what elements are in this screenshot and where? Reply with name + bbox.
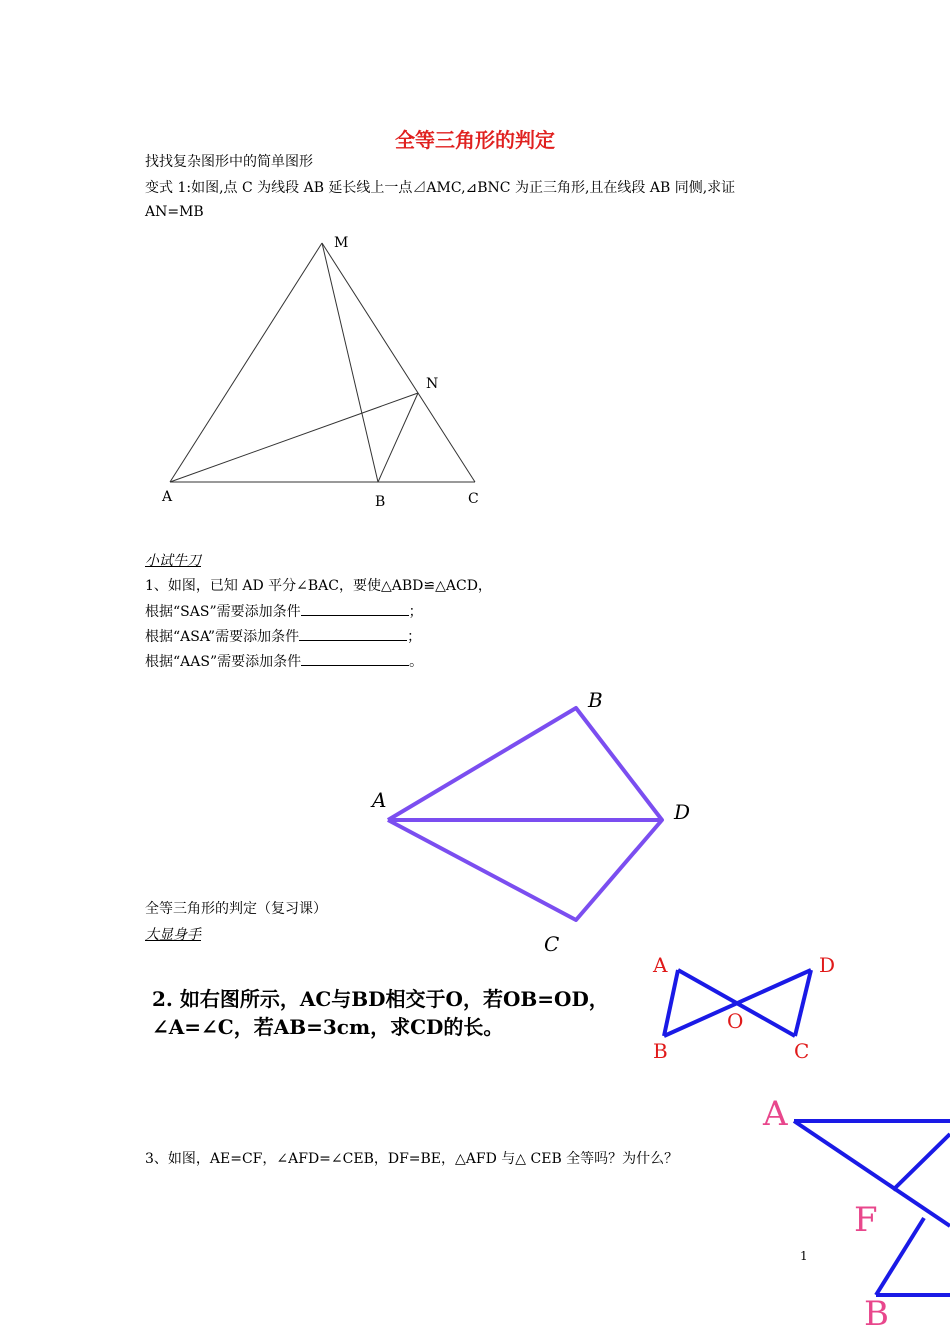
fig4-label-b: B [864, 1294, 889, 1334]
segment-diagonal-up [893, 1134, 950, 1190]
fig3-label-d: D [819, 953, 836, 977]
condition-asa: 根据“ASA”需要添加条件 ； [145, 626, 421, 647]
condition-sas: 根据“SAS”需要添加条件 ； [145, 601, 423, 622]
question-1: 1、如图，已知 AD 平分∠BAC，要使△ABD≌△ACD， [145, 578, 492, 594]
question-2-line-2: ∠A=∠C，若AB=3cm，求CD的长。 [152, 1015, 504, 1039]
page-title: 全等三角形的判定 [395, 128, 555, 152]
fig1-label-m: M [334, 235, 349, 251]
fig1-label-b: B [375, 494, 386, 510]
fig1-label-c: C [468, 491, 479, 507]
fig3-label-o: O [727, 1009, 744, 1033]
fig3-label-b: B [653, 1039, 668, 1063]
section-heading-show: 大显身手 [145, 927, 201, 943]
fig1-label-n: N [426, 376, 439, 392]
fig2-label-d: D [674, 800, 691, 824]
fig2-label-b: B [588, 688, 603, 712]
section-heading-practice: 小试牛刀 [145, 553, 201, 569]
fig2-label-c: C [544, 932, 560, 956]
intro-line-2: 变式 1:如图,点 C 为线段 AB 延长线上一点⊿AMC,⊿BNC 为正三角形,且在线段 AB 同侧,求证 [145, 180, 736, 196]
fig4-label-f: F [854, 1200, 878, 1240]
fig1-label-a: A [162, 489, 173, 505]
section2-line-1: 全等三角形的判定（复习课） [145, 901, 327, 917]
question-2-line-1: 2. 如右图所示，AC与BD相交于O，若OB=OD， [152, 987, 609, 1011]
fig3-label-c: C [794, 1039, 810, 1063]
fig4-label-a: A [763, 1094, 788, 1134]
fig2-label-a: A [372, 788, 387, 812]
question-3: 3、如图，AE=CF，∠AFD=∠CEB，DF=BE，△AFD 与△ CEB 全等吗？为什么？ [145, 1151, 679, 1167]
condition-aas: 根据“AAS”需要添加条件 。 [145, 651, 423, 672]
segment-fb [876, 1218, 924, 1295]
intro-line-1: 找找复杂图形中的简单图形 [145, 154, 313, 170]
intro-line-3: AN=MB [145, 204, 204, 220]
page-number: 1 [800, 1249, 808, 1263]
fig3-label-a: A [653, 953, 668, 977]
